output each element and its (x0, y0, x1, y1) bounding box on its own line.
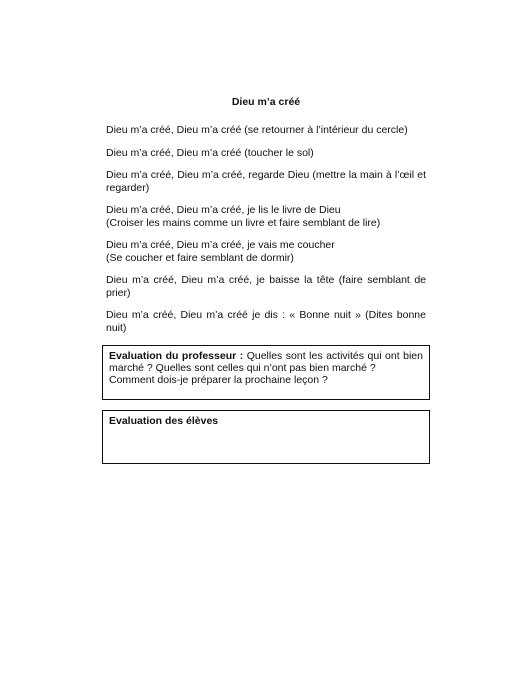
lyric-paragraph-7 (106, 309, 426, 334)
students-evaluation-label: Evaluation des élèves (109, 415, 219, 427)
lyric-line: regarder) (106, 181, 150, 194)
lyric-paragraph-3 (106, 169, 426, 194)
lyric-line: (Croiser les mains comme un livre et faire semblant de lire) (106, 216, 381, 229)
students-evaluation-box (102, 410, 430, 464)
lyric-paragraph-4 (106, 204, 426, 229)
lyric-line: Dieu m’a créé, Dieu m’a créé (toucher le sol) (106, 146, 314, 159)
teacher-evaluation-question-next: Comment dois-je préparer la prochaine leçon ? (109, 374, 328, 386)
lyric-line: Dieu m’a créé, Dieu m’a créé, je vais me coucher (106, 239, 335, 251)
page-title: Dieu m’a créé (231, 96, 301, 108)
lyric-line: Dieu m’a créé, Dieu m’a créé (se retourner à l’intérieur du cercle) (106, 124, 408, 136)
lyric-line: Dieu m’a créé, Dieu m’a créé, je lis le livre de Dieu (106, 204, 341, 216)
teacher-evaluation-box (102, 345, 430, 400)
lyric-line: Dieu m’a créé, Dieu m’a créé, regarde Dieu (mettre la main à l’œil et (106, 169, 426, 181)
lyric-paragraph-5 (106, 239, 426, 264)
teacher-evaluation-questions: Quelles sont les activités qui ont bien marché ? Quelles sont celles qui n’ont pas bien marché ? (109, 350, 423, 374)
lyric-line: Dieu m’a créé, Dieu m’a créé je dis : « Bonne nuit » (Dites bonne nuit) (106, 309, 426, 334)
lyric-paragraph-2 (106, 147, 426, 160)
lyric-paragraph-1 (106, 124, 426, 137)
lyric-line: Dieu m’a créé, Dieu m’a créé, je baisse la tête (faire semblant de prier) (106, 274, 426, 299)
teacher-evaluation-text (109, 350, 423, 374)
teacher-evaluation-label: Evaluation du professeur : (109, 350, 244, 362)
lyric-line: (Se coucher et faire semblant de dormir) (106, 251, 294, 264)
song-lyrics (106, 124, 426, 344)
lyric-paragraph-6 (106, 274, 426, 299)
